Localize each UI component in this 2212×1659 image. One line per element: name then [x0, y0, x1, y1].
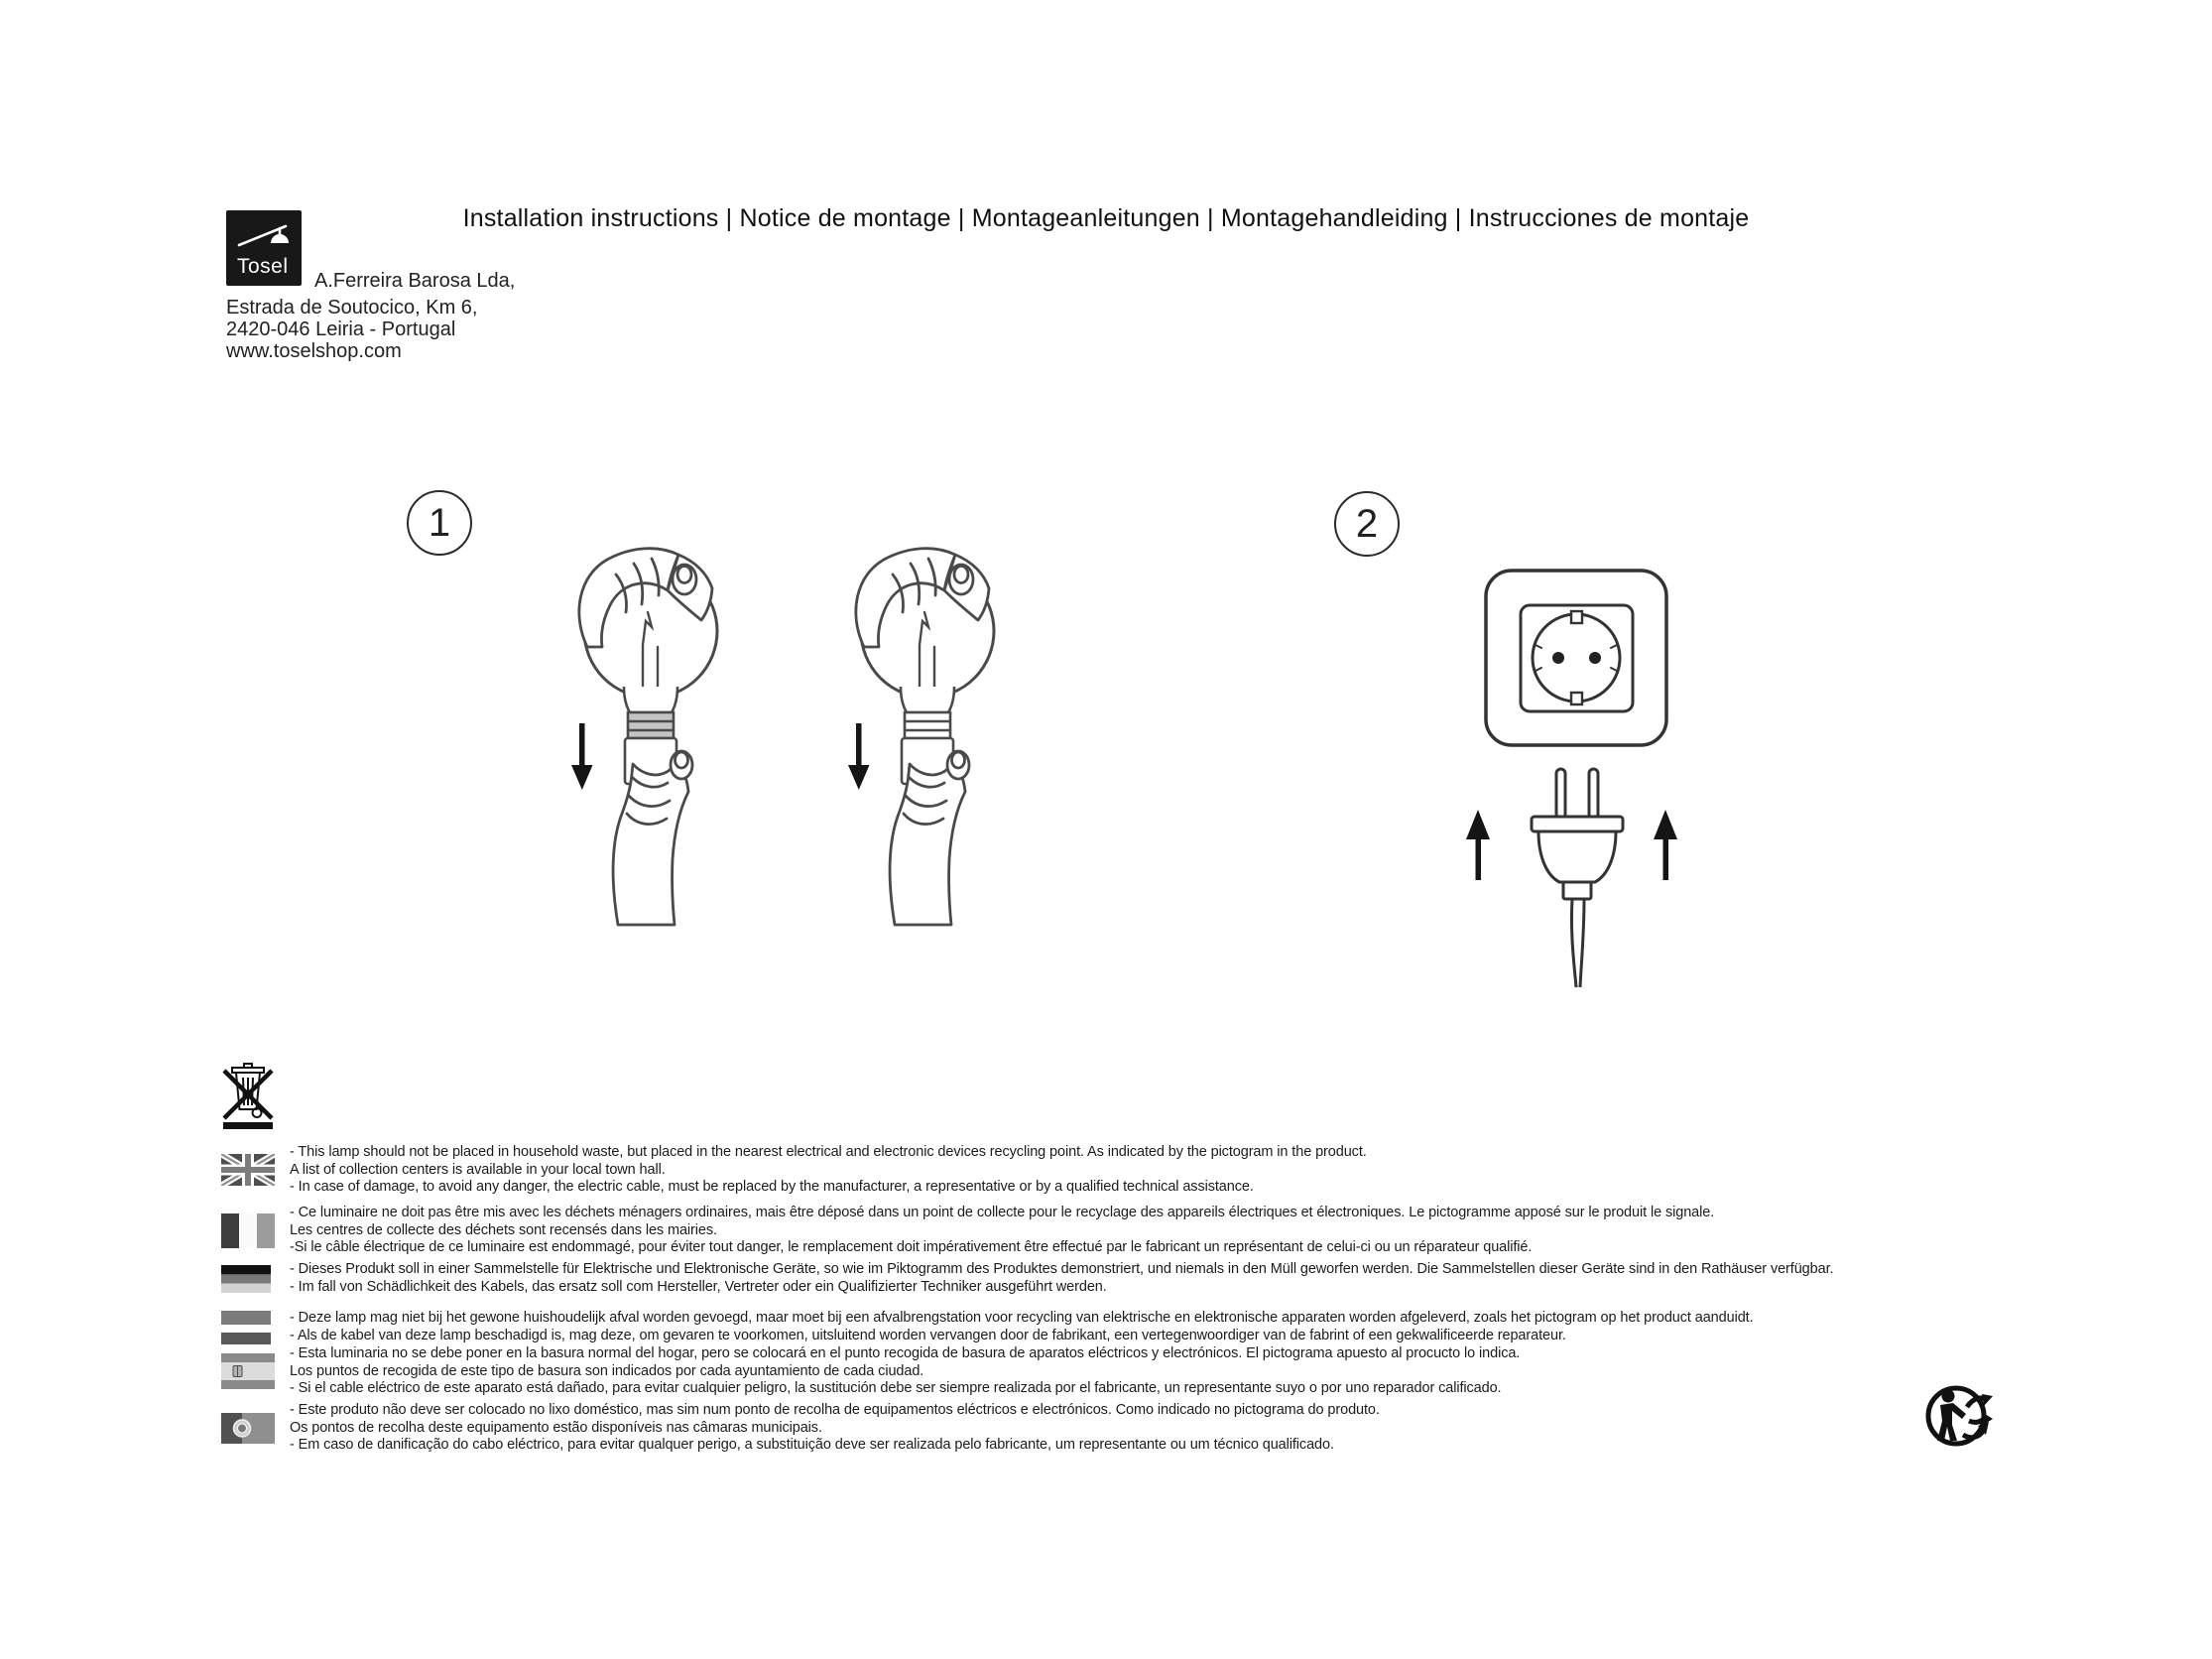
notice-row-english: [221, 1144, 2185, 1197]
uk-flag-icon: [221, 1154, 290, 1186]
step-1-badge: [407, 490, 472, 556]
germany-flag-icon: [221, 1265, 290, 1293]
socket-plug-illustration: [1440, 546, 1718, 987]
company-address-line2: 2420-046 Leiria - Portugal: [226, 319, 456, 340]
notice-line: - Ce luminaire ne doit pas être mis avec les déchets ménagers ordinaires, mais être déposé dans un point de collecte pour le recyclage des appareils électriques et électroniques. Le pictogramme apposé sur le produit le signale.: [290, 1205, 1715, 1220]
notice-line: - Esta luminaria no se debe poner en la basura normal del hogar, pero se colocará en el punto recogida de basura de aparatos eléctricos y electrónicos. El pictograma apuesto al procucto lo indica.: [290, 1345, 1521, 1361]
notice-line: - Dieses Produkt soll in einer Sammelstelle für Elektrische und Elektronische Geräte, so wie im Piktogramm des Produktes demonstriert, und niemals in den Müll geworfen werden. Die Sammelstellen dieser Geräte sind in den Rathäuser verfügbar.: [290, 1261, 1834, 1277]
triman-icon: [1925, 1383, 1993, 1449]
company-address-line1: Estrada de Soutocico, Km 6,: [226, 297, 478, 319]
notice-line: Los puntos de recogida de este tipo de basura son indicados por cada ayuntamiento de cada ciudad.: [290, 1362, 924, 1379]
notice-line: - Este produto não deve ser colocado no lixo doméstico, mas sim num ponto de recolha de equipamentos eléctricos e electrónicos. Como indicado no pictograma do produto.: [290, 1402, 1380, 1418]
step-2-badge: [1334, 491, 1400, 557]
wall-socket: [1486, 571, 1666, 745]
notice-row-portuguese: [221, 1402, 2185, 1455]
bulb-screw-illustration-1: [561, 518, 732, 927]
weee-bin-icon: [220, 1062, 276, 1129]
notice-line: - Deze lamp mag niet bij het gewone huishoudelijk afval worden gevoegd, maar moet bij een afvalbrengstation voor recycling van elektrische en elektronische apparaten worden afgeleverd, zoals het pictogram op het product aanduidt.: [290, 1310, 1754, 1326]
notice-row-french: [221, 1205, 2185, 1257]
notice-line: Les centres de collecte des déchets sont recensés dans les mairies.: [290, 1221, 717, 1238]
notice-line: Os pontos de recolha deste equipamento estão disponíveis nas câmaras municipais.: [290, 1419, 822, 1436]
up-arrow-icon: [1466, 810, 1490, 880]
notice-line: -Si le câble électrique de ce luminaire est endommagé, pour éviter tout danger, le remplacement doit impérativement être effectué par le fabricant un représentant de celui-ci ou un réparateur qualifié.: [290, 1239, 1533, 1255]
notice-line: - Als de kabel van deze lamp beschadigd is, mag deze, om gevaren te voorkomen, uitsluitend worden vervangen door de fabrikant, een vertegenwoordiger van de fabrint of een gekwalificeerde reparateur.: [290, 1327, 1566, 1343]
notice-line: A list of collection centers is available in your local town hall.: [290, 1161, 666, 1178]
notice-line: - Si el cable eléctrico de este aparato está dañado, para evitar cualquier peligro, la sustitución debe ser siempre realizada por el fabricante, un representante suyo o por uno reparador calificado.: [290, 1380, 1502, 1396]
page-title: Installation instructions | Notice de montage | Montageanleitungen | Montagehandleiding | Instrucciones de montaje: [462, 204, 1750, 232]
notice-row-dutch: [221, 1310, 2185, 1344]
notice-line: - Em caso de danificação do cabo eléctrico, para evitar qualquer perigo, a substituição deve ser realizada pelo fabricante, um representante ou um técnico qualificado.: [290, 1437, 1334, 1453]
company-name: A.Ferreira Barosa Lda,: [314, 270, 516, 292]
step-2-number: 2: [1355, 501, 1379, 546]
power-plug: [1532, 769, 1623, 987]
notice-row-spanish: [221, 1345, 2185, 1398]
france-flag-icon: [221, 1213, 290, 1248]
notice-line: - Im fall von Schädlichkeit des Kabels, das ersatz soll com Hersteller, Vertreter oder ein Qualifizierter Techniker ausgeführt werden.: [290, 1278, 1107, 1295]
notice-row-german: [221, 1261, 2185, 1296]
notice-line: - In case of damage, to avoid any danger, the electric cable, must be replaced by the manufacturer, a representative or by a qualified technical assistance.: [290, 1179, 1254, 1195]
logo-text: Tosel: [237, 255, 289, 278]
company-website: www.toselshop.com: [226, 340, 402, 362]
portugal-flag-icon: [221, 1413, 290, 1444]
spain-flag-icon: [221, 1353, 290, 1389]
up-arrow-icon: [1654, 810, 1677, 880]
notice-line: - This lamp should not be placed in household waste, but placed in the nearest electrical and electronic devices recycling point. As indicated by the pictogram in the product.: [290, 1144, 1367, 1160]
netherlands-flag-icon: [221, 1311, 290, 1344]
bulb-screw-illustration-2: [838, 518, 1009, 927]
step-1-number: 1: [428, 500, 451, 545]
